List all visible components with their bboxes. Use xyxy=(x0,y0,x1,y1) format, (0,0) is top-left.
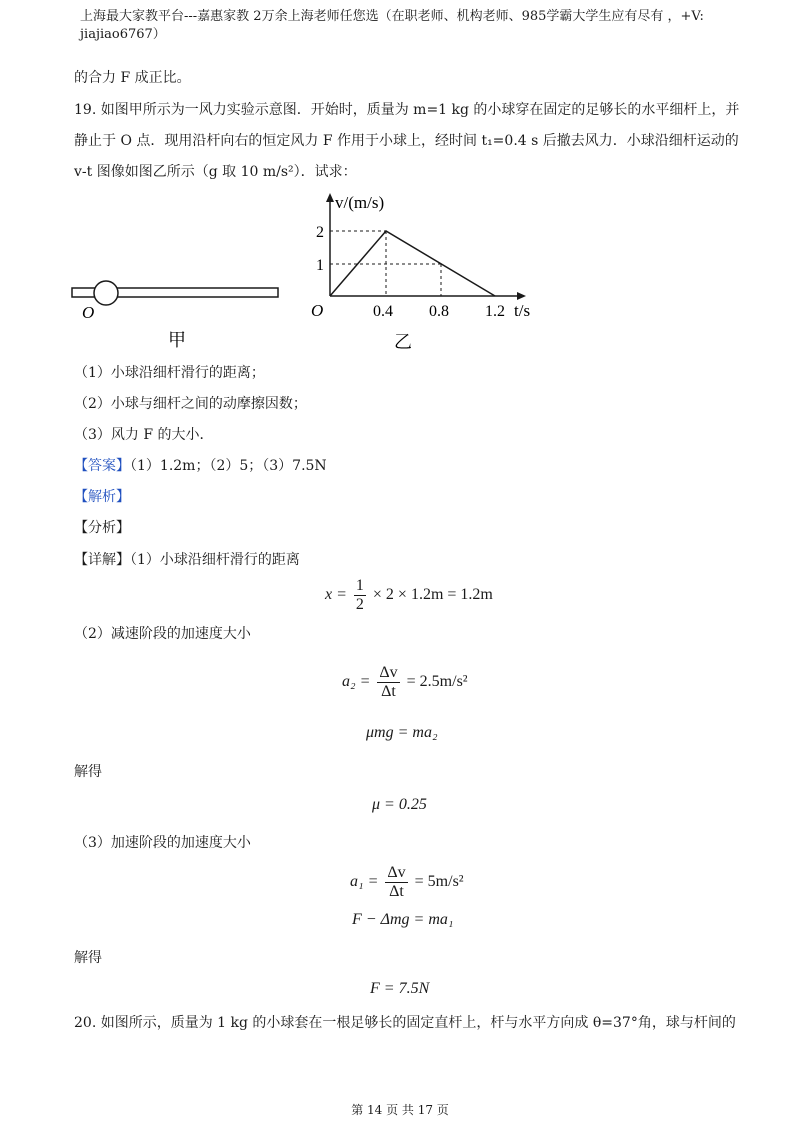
y-tick-2: 2 xyxy=(316,224,324,241)
equation-a1 xyxy=(350,864,464,901)
question-19-line-2: 静止于 O 点．现用沿杆向右的恒定风力 F 作用于小球上，经时间 t₁=0.4 s 后撤去风力．小球沿细杆运动的 xyxy=(74,133,739,149)
equation-friction xyxy=(366,724,438,742)
eq2-lhs: a₂ = xyxy=(342,673,371,691)
eq5-rhs: = 5m/s² xyxy=(414,873,464,891)
xiangjie-tag: 【详解】 xyxy=(74,552,130,568)
eq2-num: Δv xyxy=(379,664,398,681)
eq2-fraction xyxy=(377,664,399,701)
eq3-text: μmg = ma₂ xyxy=(366,724,438,741)
fenxi-tag: 【分析】 xyxy=(74,520,130,536)
jiede-1: 解得 xyxy=(74,764,102,780)
x-tick-12: 1.2 xyxy=(485,303,505,320)
eq5-fraction xyxy=(385,864,407,901)
equation-force-balance xyxy=(352,911,453,929)
figure-caption-jia: 甲 xyxy=(168,330,186,350)
point-o-label: O xyxy=(82,303,95,322)
ball xyxy=(94,281,118,305)
x-axis-label: t/s xyxy=(514,301,531,320)
eq1-num: 1 xyxy=(355,577,364,594)
equation-distance xyxy=(325,577,493,614)
eq5-den: Δt xyxy=(389,883,404,900)
eq2-rhs: = 2.5m/s² xyxy=(406,673,468,691)
question-20-line-1: 20. 如图所示，质量为 1 kg 的小球套在一根足够长的固定直杆上，杆与水平方向成 θ=37°角，球与杆间的 xyxy=(74,1015,736,1031)
figure-rod-ball xyxy=(68,276,288,356)
origin-label: O xyxy=(311,301,324,320)
y-tick-1: 1 xyxy=(316,257,324,274)
text-line-continuation: 的合力 F 成正比。 xyxy=(74,70,191,86)
eq6-text: F − Δmg = ma₁ xyxy=(352,911,454,928)
vt-graph xyxy=(305,188,545,358)
part-3-heading: （3）加速阶段的加速度大小 xyxy=(74,835,251,851)
equation-force-result xyxy=(370,980,429,998)
page-footer: 第 14 页 共 17 页 xyxy=(351,1103,449,1117)
sub-question-1: （1）小球沿细杆滑行的距离； xyxy=(74,365,265,381)
figure-caption-yi: 乙 xyxy=(394,332,412,352)
eq1-den: 2 xyxy=(355,596,364,613)
question-19-line-1: 19. 如图甲所示为一风力实验示意图．开始时，质量为 m=1 kg 的小球穿在固定的足够长的水平细杆上，并 xyxy=(74,102,740,118)
analysis-tag: 【解析】 xyxy=(74,489,130,505)
y-axis-label: v/(m/s) xyxy=(335,193,385,212)
sub-question-3: （3）风力 F 的大小． xyxy=(74,427,214,443)
equation-mu xyxy=(372,796,427,814)
answer-text: （1）1.2m；（2）5；（3）7.5N xyxy=(130,458,327,474)
eq1-fraction xyxy=(354,577,366,614)
answer-tag: 【答案】 xyxy=(74,458,130,474)
eq7-text: F = 7.5N xyxy=(370,980,430,997)
answer-line xyxy=(74,456,327,476)
eq1-rhs: × 2 × 1.2m = 1.2m xyxy=(372,586,493,604)
x-axis-arrow xyxy=(517,292,526,300)
question-19-line-3: v-t 图像如图乙所示（g 取 10 m/s²）．试求： xyxy=(74,164,357,180)
eq5-num: Δv xyxy=(387,864,406,881)
eq4-text: μ = 0.25 xyxy=(372,796,427,813)
eq5-lhs: a₁ = xyxy=(350,873,379,891)
page-header: 上海最大家教平台---嘉惠家教 2万余上海老师任您选（在职老师、机构老师、985学霸大学生应有尽有 ，+V: jiajiao6767） xyxy=(80,9,704,42)
sub-question-2: （2）小球与细杆之间的动摩擦因数； xyxy=(74,396,307,412)
xiangjie-text: （1）小球沿细杆滑行的距离 xyxy=(130,552,300,568)
x-tick-04: 0.4 xyxy=(373,303,393,320)
equation-a2 xyxy=(342,664,468,701)
jiede-2: 解得 xyxy=(74,950,102,966)
x-tick-08: 0.8 xyxy=(429,303,449,320)
eq1-lhs: x = xyxy=(325,586,347,604)
eq2-den: Δt xyxy=(381,683,396,700)
y-axis-arrow xyxy=(326,193,334,202)
xiangjie-line xyxy=(74,550,300,570)
part-2-heading: （2）减速阶段的加速度大小 xyxy=(74,626,251,642)
